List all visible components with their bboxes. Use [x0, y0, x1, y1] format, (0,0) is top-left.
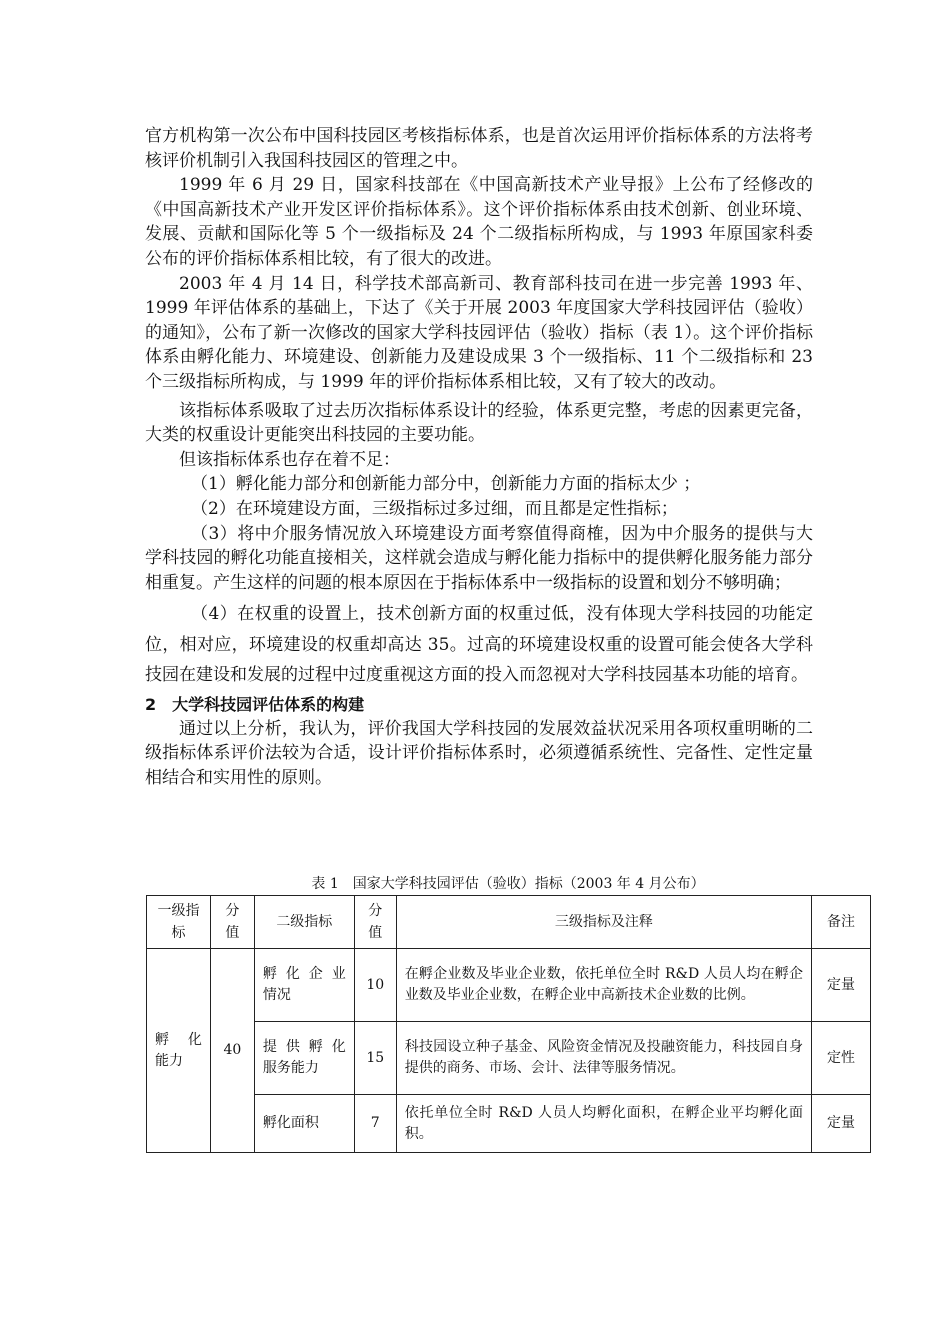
paragraph: 2003 年 4 月 14 日，科学技术部高新司、教育部科技司在进一步完善 1993 年、1999 年评估体系的基础上，下达了《关于开展 2003 年度国家大学科技园评估（验收）的通知》，公布了新一次修改的国家大学科技园评估（验收）指标（表 1）。这个评价指标体系由孵化能力、环境建设、创新能力及建设成果 3 个一级指标、11 个二级指标和 23 个三级指标所构成，与 1999 年的评价指标体系相比较，又有了较大的改动。 [145, 273, 813, 392]
detail-cell: 依托单位全时 R&D 人员人均孵化面积，在孵企业平均孵化面积。 [396, 1095, 811, 1153]
level2-cell: 提 供 孵 化 服务能力 [254, 1022, 354, 1095]
note-cell: 定量 [812, 1095, 871, 1153]
table-row [147, 1022, 871, 1095]
column-header: 二级指标 [254, 896, 354, 949]
list-item: （2）在环境建设方面，三级指标过多过细，而且都是定性指标； [191, 498, 678, 519]
level1-score-cell: 40 [210, 949, 254, 1153]
detail-cell: 科技园设立种子基金、风险资金情况及投融资能力，科技园自身提供的商务、市场、会计、法律等服务情况。 [396, 1022, 811, 1095]
level1-cell: 孵 化 能力 [147, 949, 211, 1153]
list-item: （3）将中介服务情况放入环境建设方面考察值得商榷，因为中介服务的提供与大学科技园的孵化功能直接相关，这样就会造成与孵化能力指标中的提供孵化服务能力部分相重复。产生这样的问题的根本原因在于指标体系中一级指标的设置和划分不够明确； [145, 523, 813, 593]
indicator-table [146, 895, 871, 1153]
score-cell: 7 [354, 1095, 396, 1153]
list-item: （1）孵化能力部分和创新能力部分中，创新能力方面的指标太少 ； [191, 474, 701, 495]
paragraph: 官方机构第一次公布中国科技园区考核指标体系，也是首次运用评价指标体系的方法将考核评价机制引入我国科技园区的管理之中。 [145, 126, 813, 171]
column-header: 分值 [354, 896, 396, 949]
list-item: （4）在权重的设置上，技术创新方面的权重过低，没有体现大学科技园的功能定位，相对应，环境建设的权重却高达 35。过高的环境建设权重的设置可能会使各大学科技园在建设和发展的过程中过度重视这方面的投入而忽视对大学科技园基本功能的培育。 [145, 604, 813, 686]
score-cell: 10 [354, 949, 396, 1022]
document-body [145, 124, 813, 791]
paragraph: 1999 年 6 月 29 日，国家科技部在《中国高新技术产业导报》上公布了经修改的《中国高新技术产业开发区评价指标体系》。这个评价指标体系由技术创新、创业环境、发展、贡献和国际化等 5 个一级指标及 24 个二级指标所构成，与 1993 年原国家科委公布的评价指标体系相比较，有了很大的改进。 [145, 175, 813, 269]
table-row [147, 1095, 871, 1153]
paragraph: 该指标体系吸取了过去历次指标体系设计的经验，体系更完整，考虑的因素更完备，大类的权重设计更能突出科技园的主要功能。 [145, 400, 813, 446]
column-header: 一级指标 [147, 896, 211, 949]
level2-cell: 孵化面积 [254, 1095, 354, 1153]
table-row [147, 949, 871, 1022]
note-cell: 定量 [812, 949, 871, 1022]
table-header-row [147, 896, 871, 949]
paragraph: 但该指标体系也存在着不足： [179, 449, 400, 470]
table-caption: 表 1 国家大学科技园评估（验收）指标（2003 年 4 月公布） [311, 876, 705, 892]
paragraph: 通过以上分析，我认为，评价我国大学科技园的发展效益状况采用各项权重明晰的二级指标体系评价法较为合适，设计评价指标体系时，必须遵循系统性、完备性、定性定量相结合和实用性的原则。 [145, 718, 813, 788]
detail-cell: 在孵企业数及毕业企业数，依托单位全时 R&D 人员人均在孵企业数及毕业企业数，在孵企业中高新技术企业数的比例。 [396, 949, 811, 1022]
level2-cell: 孵 化 企 业 情况 [254, 949, 354, 1022]
note-cell: 定性 [812, 1022, 871, 1095]
column-header: 三级指标及注释 [396, 896, 811, 949]
score-cell: 15 [354, 1022, 396, 1095]
section-heading: 2 大学科技园评估体系的构建 [145, 694, 365, 714]
column-header: 分值 [210, 896, 254, 949]
column-header: 备注 [812, 896, 871, 949]
